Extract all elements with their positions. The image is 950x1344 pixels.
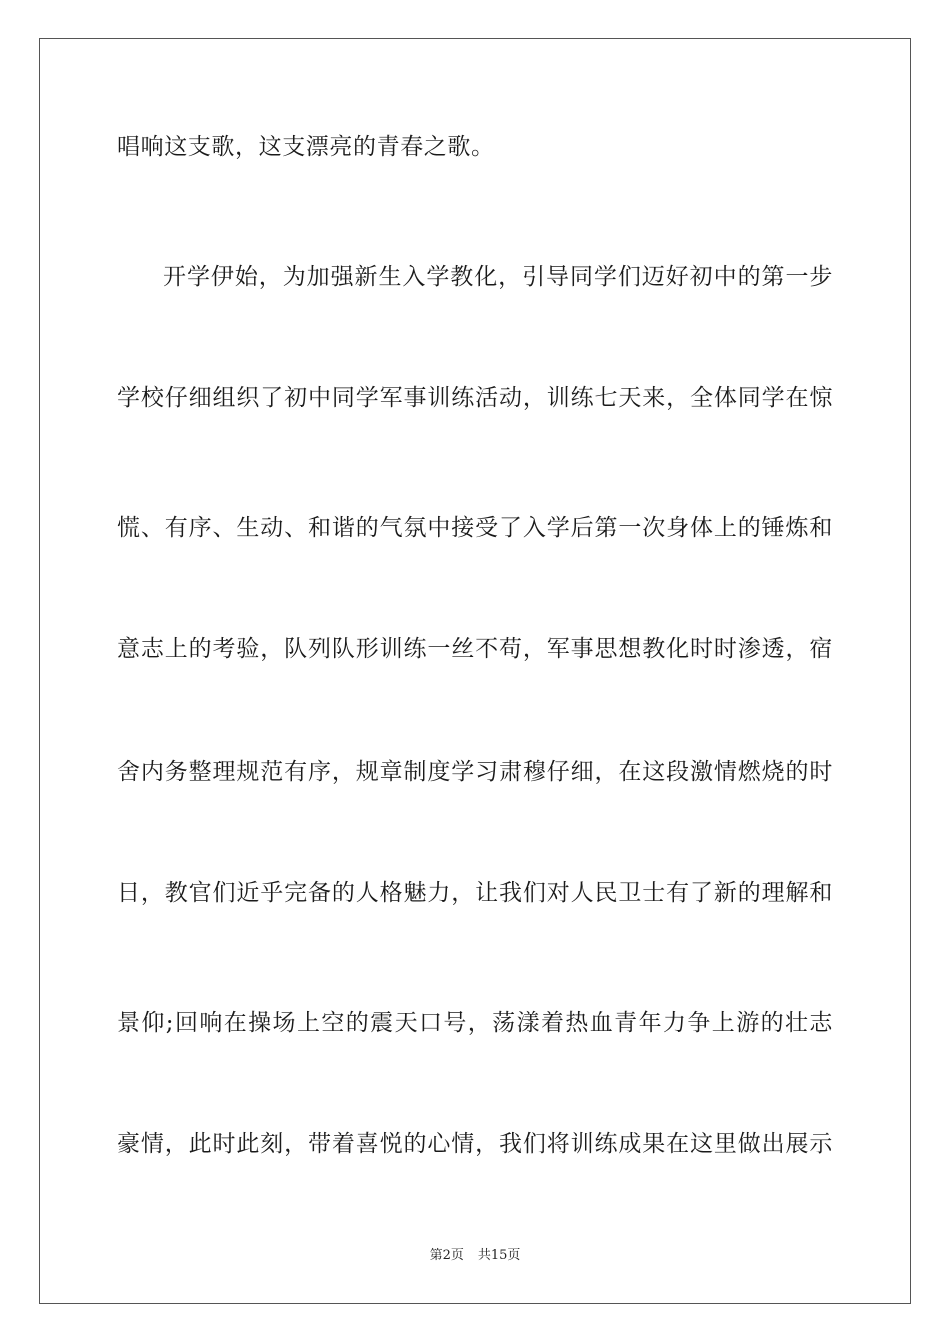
paragraph-line-5: 意志上的考验，队列队形训练一丝不苟，军事思想教化时时渗透，宿 [117,636,833,662]
page-total: 共15页 [477,1248,521,1263]
paragraph-line-8: 景仰;回响在操场上空的震天口号，荡漾着热血青年力争上游的壮志 [117,1010,833,1036]
page-footer [0,1247,950,1265]
page-border [39,38,911,1304]
paragraph-line-2: 开学伊始，为加强新生入学教化，引导同学们迈好初中的第一步 [163,264,833,290]
paragraph-line-7: 日，教官们近乎完备的人格魅力，让我们对人民卫士有了新的理解和 [117,880,833,906]
page-number: 第2页 [429,1248,464,1263]
paragraph-line-3: 学校仔细组织了初中同学军事训练活动，训练七天来，全体同学在惊 [117,385,833,411]
paragraph-line-6: 舍内务整理规范有序，规章制度学习肃穆仔细，在这段激情燃烧的时 [117,759,833,785]
paragraph-line-9: 豪情，此时此刻，带着喜悦的心情，我们将训练成果在这里做出展示 [117,1131,833,1157]
paragraph-line-4: 慌、有序、生动、和谐的气氛中接受了入学后第一次身体上的锤炼和 [117,515,833,541]
paragraph-line-1: 唱响这支歌，这支漂亮的青春之歌。 [117,134,495,160]
